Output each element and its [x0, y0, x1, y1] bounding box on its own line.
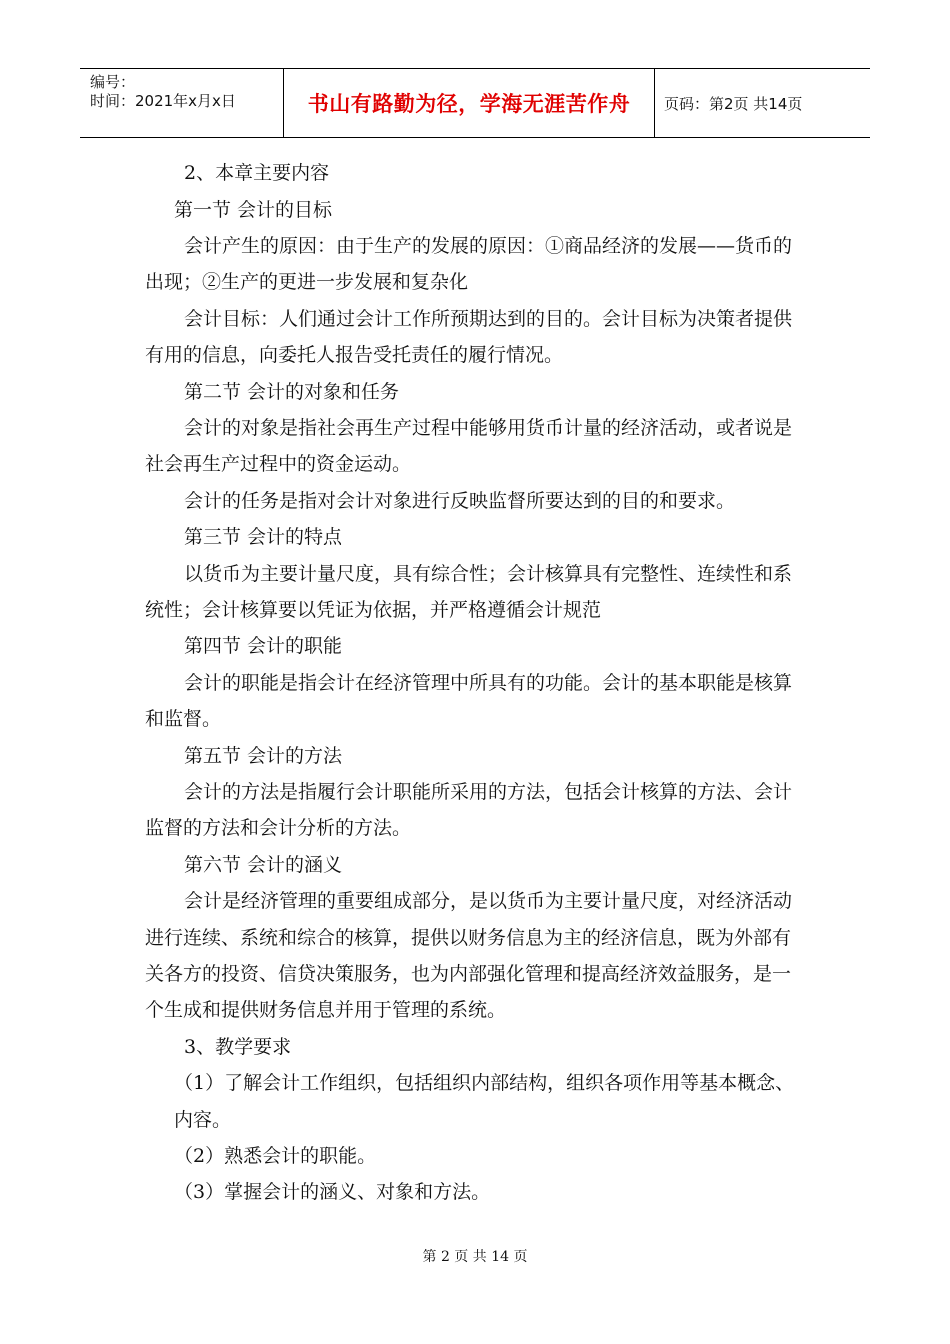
chapter-heading: 第三节 会计的特点: [184, 526, 343, 548]
section-heading: 2、本章主要内容: [184, 162, 330, 184]
motto: 书山有路勤为径，学海无涯苦作舟: [283, 69, 655, 137]
paragraph-line: 和监督。: [145, 708, 222, 730]
paragraph-line: 会计是经济管理的重要组成部分，是以货币为主要计量尺度，对经济活动: [184, 890, 793, 912]
section-heading: 3、教学要求: [184, 1036, 292, 1058]
page-footer: 第 2 页 共 14 页: [422, 1249, 528, 1265]
list-item-continuation: 内容。: [174, 1109, 232, 1131]
chapter-heading: 第四节 会计的职能: [184, 635, 343, 657]
chapter-heading: 第一节 会计的目标: [174, 199, 333, 221]
number-label: 编号：: [90, 73, 136, 91]
paragraph-line: 进行连续、系统和综合的核算，提供以财务信息为主的经济信息，既为外部有: [145, 927, 792, 949]
paragraph-line: 会计的对象是指社会再生产过程中能够用货币计量的经济活动，或者说是: [184, 417, 793, 439]
header-meta-cell: [80, 69, 283, 137]
list-item: （2）熟悉会计的职能。: [174, 1145, 377, 1167]
chapter-heading: 第二节 会计的对象和任务: [184, 381, 400, 403]
paragraph-line: 监督的方法和会计分析的方法。: [145, 817, 412, 839]
paragraph-line: 会计的方法是指履行会计职能所采用的方法，包括会计核算的方法、会计: [184, 781, 793, 803]
paragraph-line: 统性；会计核算要以凭证为依据，并严格遵循会计规范: [145, 599, 602, 621]
header-table: [80, 68, 870, 138]
paragraph-line: 出现；②生产的更进一步发展和复杂化: [145, 271, 469, 293]
page-info: 页码：第2页 共14页: [664, 94, 803, 113]
chapter-heading: 第五节 会计的方法: [184, 745, 343, 767]
chapter-heading: 第六节 会计的涵义: [184, 854, 343, 876]
date-label: 时间：2021年x月x日: [90, 92, 236, 110]
list-item: （3）掌握会计的涵义、对象和方法。: [174, 1181, 491, 1203]
paragraph-line: 社会再生产过程中的资金运动。: [145, 453, 412, 475]
paragraph-line: 以货币为主要计量尺度，具有综合性；会计核算具有完整性、连续性和系: [184, 563, 793, 585]
list-item: （1）了解会计工作组织，包括组织内部结构，组织各项作用等基本概念、: [174, 1072, 795, 1094]
paragraph-line: 会计的职能是指会计在经济管理中所具有的功能。会计的基本职能是核算: [184, 672, 793, 694]
paragraph-line: 有用的信息，向委托人报告受托责任的履行情况。: [145, 344, 564, 366]
paragraph-line: 会计的任务是指对会计对象进行反映监督所要达到的目的和要求。: [184, 490, 736, 512]
paragraph-line: 个生成和提供财务信息并用于管理的系统。: [145, 999, 507, 1021]
paragraph-line: 会计目标：人们通过会计工作所预期达到的目的。会计目标为决策者提供: [184, 308, 793, 330]
paragraph-line: 会计产生的原因：由于生产的发展的原因：①商品经济的发展——货币的: [184, 235, 793, 257]
paragraph-line: 关各方的投资、信贷决策服务，也为内部强化管理和提高经济效益服务，是一: [145, 963, 792, 985]
